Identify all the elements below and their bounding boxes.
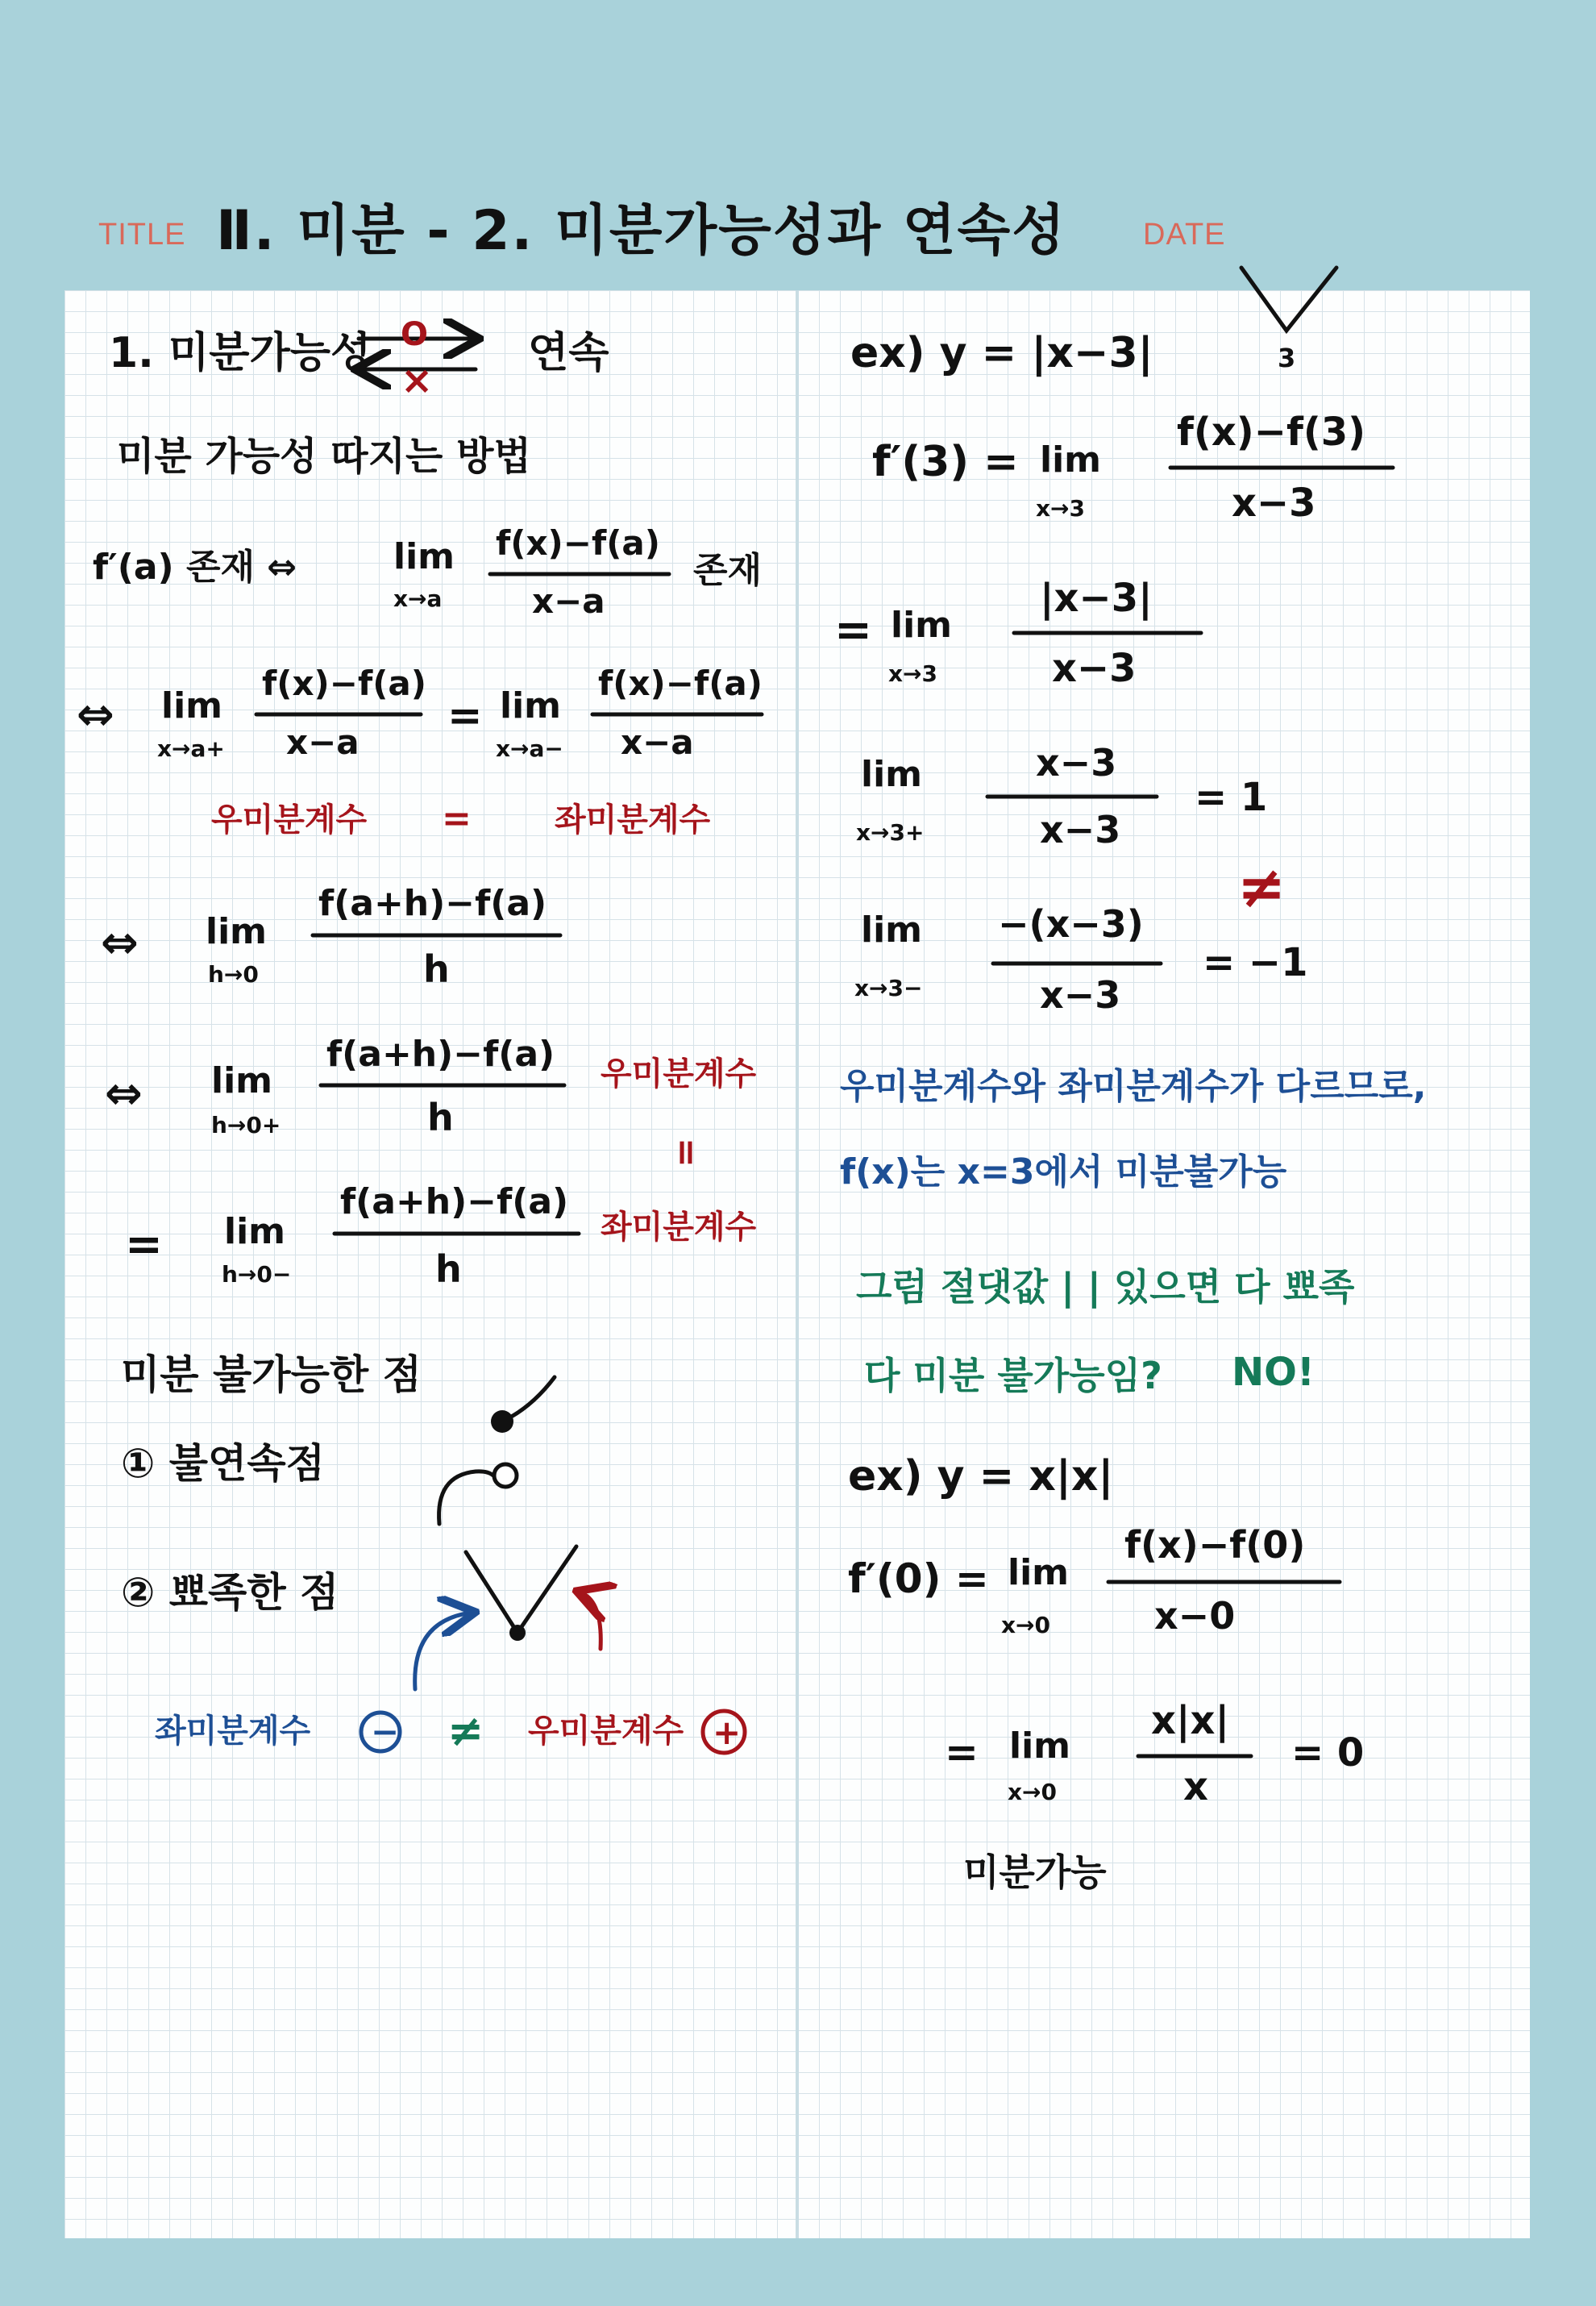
fraction-numerator: f(x)−f(a) xyxy=(262,664,426,703)
positive-sign: + xyxy=(713,1713,742,1752)
result-zero: = 0 xyxy=(1291,1730,1365,1775)
equation-result-zero xyxy=(945,1698,1364,1809)
lim-subscript: h→0− xyxy=(222,1261,292,1288)
fraction-numerator: f(x)−f(a) xyxy=(496,523,660,563)
negative-sign: − xyxy=(371,1712,400,1751)
not-equal-sign: ≠ xyxy=(447,1705,484,1756)
equation-right-limit xyxy=(856,741,1267,851)
lower-branch xyxy=(439,1471,493,1524)
right-derivative-label: 우미분계수 xyxy=(528,1713,684,1750)
true-mark: O xyxy=(401,316,429,353)
case-discontinuity: ① 불연속점 xyxy=(121,1440,325,1487)
discontinuity-sketch xyxy=(439,1377,555,1524)
lim-symbol: lim xyxy=(500,685,562,726)
nondiff-heading: 미분 불가능한 점 xyxy=(121,1351,422,1398)
right-derivative-label: 우미분계수 xyxy=(211,801,368,839)
lim-symbol: lim xyxy=(206,911,268,952)
fraction-numerator: x|x| xyxy=(1151,1698,1229,1743)
lim-subscript: x→3 xyxy=(888,660,938,687)
fraction-denominator: x−0 xyxy=(1154,1594,1236,1638)
example-2-function: ex) y = x|x| xyxy=(848,1452,1114,1501)
equation-f3 xyxy=(872,410,1393,526)
iff-symbol: ⇔ xyxy=(105,1068,143,1120)
parallel-equals: = xyxy=(666,1138,707,1168)
abs-graph-sketch xyxy=(1241,268,1336,331)
lim-symbol: lim xyxy=(1040,439,1102,481)
page-title: Ⅱ. 미분 - 2. 미분가능성과 연속성 xyxy=(216,199,1066,263)
exists-text: 존재 xyxy=(693,550,763,591)
upper-branch xyxy=(504,1377,555,1421)
equation-one-sided xyxy=(77,664,763,762)
left-derivative-label: 좌미분계수 xyxy=(555,801,711,839)
lim-symbol: lim xyxy=(1008,1552,1070,1593)
equals-sign: = xyxy=(447,692,483,740)
equals-sign: = xyxy=(125,1218,163,1271)
iff-symbol: ⇔ xyxy=(77,689,114,741)
equation-h-right xyxy=(105,1034,757,1139)
conclusion-line-1: 우미분계수와 좌미분계수가 다르므로, xyxy=(840,1066,1427,1107)
lim-symbol: lim xyxy=(861,909,923,951)
right-slope-arrow xyxy=(580,1592,601,1649)
lim-subscript: x→a+ xyxy=(157,735,225,762)
fraction-numerator: f(a+h)−f(a) xyxy=(318,883,547,924)
iff-symbol: ⇔ xyxy=(101,917,139,969)
lim-symbol: lim xyxy=(393,536,455,577)
equation-f0 xyxy=(848,1523,1340,1638)
vertex-label: 3 xyxy=(1278,343,1296,373)
lim-subscript: h→0+ xyxy=(211,1112,281,1138)
left-derivative-label: 좌미분계수 xyxy=(155,1713,311,1750)
answer-no: NO! xyxy=(1232,1350,1315,1395)
equals-sign: = xyxy=(834,604,872,656)
case-sharp-point: ② 뾰족한 점 xyxy=(121,1569,339,1616)
filled-dot xyxy=(491,1410,513,1433)
not-equal-mark: ≠ xyxy=(1237,853,1286,921)
fraction-denominator: x−a xyxy=(286,722,360,762)
equation-h-left xyxy=(125,1181,757,1291)
example-1 xyxy=(850,268,1336,377)
fraction-denominator: x−a xyxy=(621,722,694,762)
lim-subscript: x→3+ xyxy=(856,819,925,846)
fraction-denominator: h xyxy=(423,947,450,991)
fraction-denominator: x−3 xyxy=(1232,481,1316,526)
fraction-numerator: −(x−3) xyxy=(998,902,1144,946)
equation-lhs: f′(a) 존재 ⇔ xyxy=(93,547,297,588)
lim-subscript: x→3− xyxy=(854,975,923,1001)
lim-subscript: h→0 xyxy=(208,961,259,988)
lim-subscript: x→a− xyxy=(496,735,563,762)
section-1-title xyxy=(109,316,609,403)
fraction-numerator: f(x)−f(3) xyxy=(1177,410,1366,455)
equation-definition xyxy=(93,523,762,621)
fraction-denominator: x−3 xyxy=(1040,973,1121,1017)
lim-subscript: x→0 xyxy=(1008,1779,1058,1805)
lim-symbol: lim xyxy=(211,1060,273,1101)
lim-subscript: x→0 xyxy=(1001,1612,1051,1638)
sharp-point-sketch xyxy=(415,1546,601,1689)
result-plus-one: = 1 xyxy=(1195,775,1268,820)
differentiable-label: 미분가능 xyxy=(963,1850,1107,1894)
fraction-numerator: f(a+h)−f(a) xyxy=(340,1181,569,1222)
example-1-function: ex) y = |x−3| xyxy=(850,329,1153,377)
left-slope-arrow xyxy=(415,1613,472,1689)
fraction-denominator: x−3 xyxy=(1052,646,1137,691)
lim-symbol: lim xyxy=(1009,1725,1071,1767)
lim-symbol: lim xyxy=(161,685,223,726)
slope-inequality xyxy=(155,1705,745,1756)
lim-symbol: lim xyxy=(891,605,953,646)
lim-symbol: lim xyxy=(861,754,923,795)
left-derivative-label: 좌미분계수 xyxy=(601,1209,757,1246)
fraction-denominator: x−a xyxy=(532,581,605,621)
continuity-text: 연속 xyxy=(528,329,609,377)
fraction-numerator: |x−3| xyxy=(1040,576,1153,621)
equation-h-form xyxy=(101,883,560,991)
fraction-denominator: x−3 xyxy=(1040,808,1121,851)
fraction-numerator: f(x)−f(0) xyxy=(1124,1523,1306,1567)
f0-lhs: f′(0) = xyxy=(848,1555,989,1602)
corner-dot xyxy=(509,1625,526,1641)
section-title-text: 1. 미분가능성 xyxy=(109,329,372,377)
lim-subscript: x→3 xyxy=(1036,495,1086,522)
date-label: DATE xyxy=(1143,218,1226,252)
question-line-1: 그럼 절댓값 | | 있으면 다 뾰족 xyxy=(856,1265,1355,1309)
fraction-numerator: f(a+h)−f(a) xyxy=(326,1034,555,1075)
right-derivative-label: 우미분계수 xyxy=(601,1055,757,1093)
fraction-numerator: x−3 xyxy=(1036,741,1117,785)
false-mark: × xyxy=(401,358,434,403)
open-dot xyxy=(494,1464,517,1487)
fraction-denominator: x xyxy=(1183,1764,1208,1809)
conclusion-line-2: f(x)는 x=3에서 미분불가능 xyxy=(840,1151,1287,1193)
v-shape xyxy=(466,1546,576,1633)
fraction-denominator: h xyxy=(427,1096,454,1139)
equals-sign: = xyxy=(945,1729,979,1775)
title-label: TITLE xyxy=(98,218,186,252)
f3-lhs: f′(3) = xyxy=(872,438,1019,486)
method-heading: 미분 가능성 따지는 방법 xyxy=(117,434,531,479)
question-line-2: 다 미분 불가능임? xyxy=(864,1354,1162,1397)
equals-sign: = xyxy=(442,798,472,839)
lim-subscript: x→a xyxy=(393,585,443,612)
fraction-denominator: h xyxy=(435,1247,462,1291)
lim-symbol: lim xyxy=(224,1211,286,1252)
fraction-numerator: f(x)−f(a) xyxy=(598,664,763,703)
result-minus-one: = −1 xyxy=(1203,940,1308,985)
equation-abs-ratio xyxy=(834,576,1201,691)
